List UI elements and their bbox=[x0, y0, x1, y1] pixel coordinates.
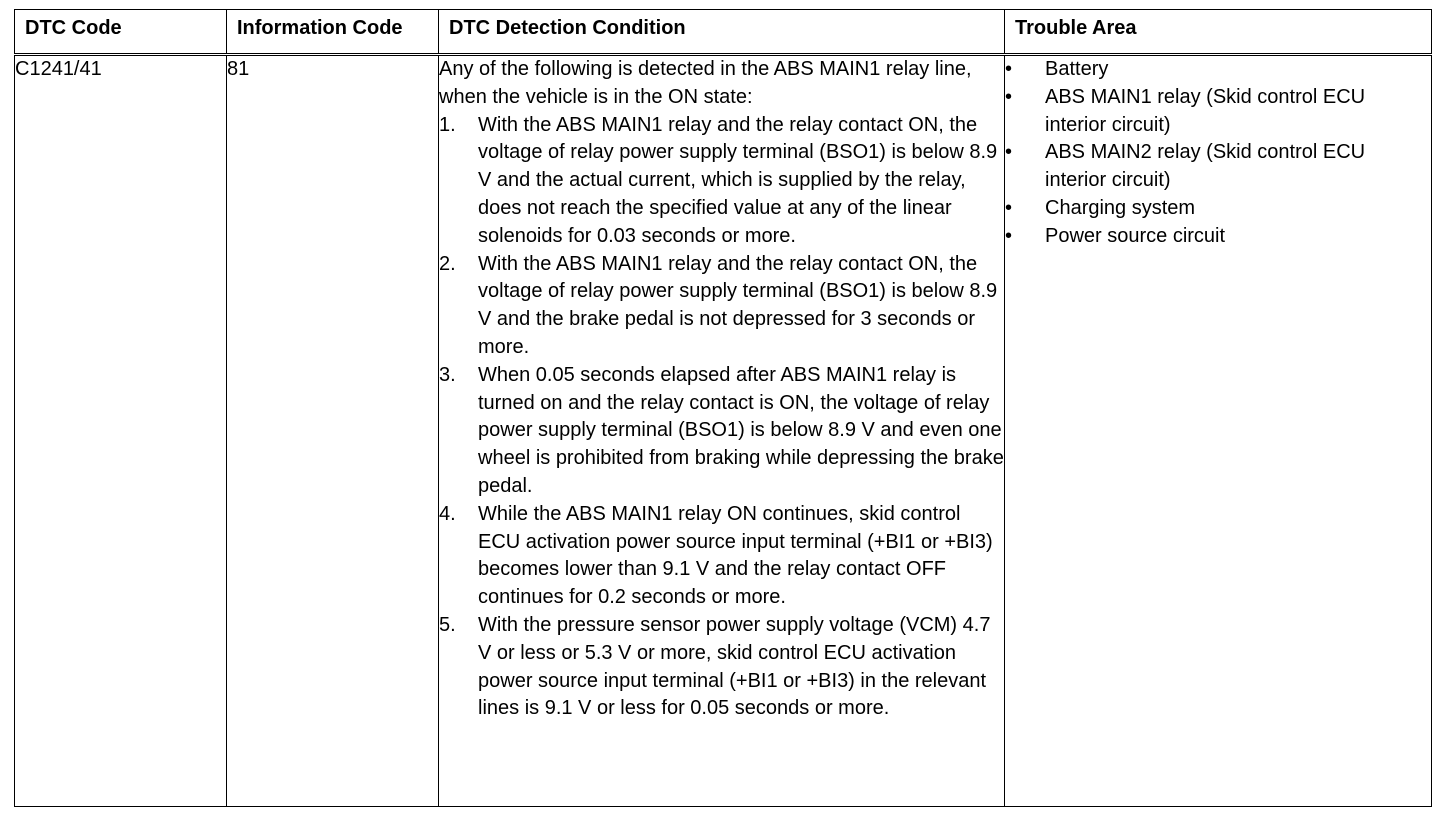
cell-detection-condition bbox=[439, 55, 1005, 807]
condition-number: 5. bbox=[439, 613, 456, 636]
condition-item bbox=[439, 612, 1004, 723]
trouble-area-text: Battery bbox=[1045, 58, 1109, 80]
dtc-table bbox=[14, 9, 1432, 807]
trouble-area-text: ABS MAIN1 relay (Skid control ECU interior circuit) bbox=[1045, 85, 1366, 136]
condition-text: When 0.05 seconds elapsed after ABS MAIN1 relay is turned on and the relay contact is ON, the voltage of relay power supply terminal (BSO1) is below 8.9 V and even one wheel is prohibited from braking while depressing the brake pedal. bbox=[478, 363, 1004, 497]
condition-intro: Any of the following is detected in the ABS MAIN1 relay line, when the vehicle is in the ON state: bbox=[439, 58, 972, 108]
cell-dtc-code: C1241/41 bbox=[15, 55, 227, 807]
condition-text: With the pressure sensor power supply voltage (VCM) 4.7 V or less or 5.3 V or more, skid control ECU activation power source input terminal (+BI1 or +BI3) in the relevant lines is 9.1 V or less for 0.05 seconds or more. bbox=[478, 613, 991, 720]
condition-text: With the ABS MAIN1 relay and the relay contact ON, the voltage of relay power supply terminal (BSO1) is below 8.9 V and the actual current, which is supplied by the relay, does not reach the specified value at any of the linear solenoids for 0.03 seconds or more. bbox=[478, 113, 998, 247]
condition-item bbox=[439, 362, 1004, 501]
cell-information-code: 81 bbox=[227, 55, 439, 807]
trouble-area-text: Charging system bbox=[1045, 196, 1196, 219]
trouble-area-item bbox=[1005, 84, 1431, 140]
header-dtc-code: DTC Code bbox=[15, 10, 227, 55]
condition-list bbox=[439, 112, 1004, 724]
condition-number: 2. bbox=[439, 252, 456, 275]
header-information-code: Information Code bbox=[227, 10, 439, 55]
condition-item bbox=[439, 501, 1004, 612]
bullet-icon: • bbox=[1005, 141, 1013, 164]
condition-number: 1. bbox=[439, 113, 456, 136]
cell-trouble-area bbox=[1005, 55, 1432, 807]
condition-text: While the ABS MAIN1 relay ON continues, skid control ECU activation power source input terminal (+BI1 or +BI3) becomes lower than 9.1 V and the relay contact OFF continues for 0.2 seconds or more. bbox=[478, 502, 993, 609]
bullet-icon: • bbox=[1005, 196, 1013, 219]
condition-text: With the ABS MAIN1 relay and the relay contact ON, the voltage of relay power supply terminal (BSO1) is below 8.9 V and the brake pedal is not depressed for 3 seconds or more. bbox=[478, 252, 998, 358]
condition-item bbox=[439, 112, 1004, 251]
bullet-icon: • bbox=[1005, 58, 1013, 80]
header-detection-condition: DTC Detection Condition bbox=[439, 10, 1005, 55]
condition-number: 3. bbox=[439, 363, 456, 386]
trouble-area-item bbox=[1005, 223, 1431, 251]
trouble-area-item bbox=[1005, 56, 1431, 84]
trouble-area-text: Power source circuit bbox=[1045, 224, 1226, 247]
trouble-area-item bbox=[1005, 195, 1431, 223]
bullet-icon: • bbox=[1005, 224, 1013, 247]
condition-item bbox=[439, 251, 1004, 362]
trouble-area-item bbox=[1005, 139, 1431, 195]
trouble-area-list bbox=[1005, 56, 1431, 251]
condition-number: 4. bbox=[439, 502, 456, 525]
table-row bbox=[15, 55, 1432, 807]
header-trouble-area: Trouble Area bbox=[1005, 10, 1432, 55]
bullet-icon: • bbox=[1005, 85, 1013, 108]
trouble-area-text: ABS MAIN2 relay (Skid control ECU interior circuit) bbox=[1045, 141, 1366, 192]
header-row bbox=[15, 10, 1432, 55]
